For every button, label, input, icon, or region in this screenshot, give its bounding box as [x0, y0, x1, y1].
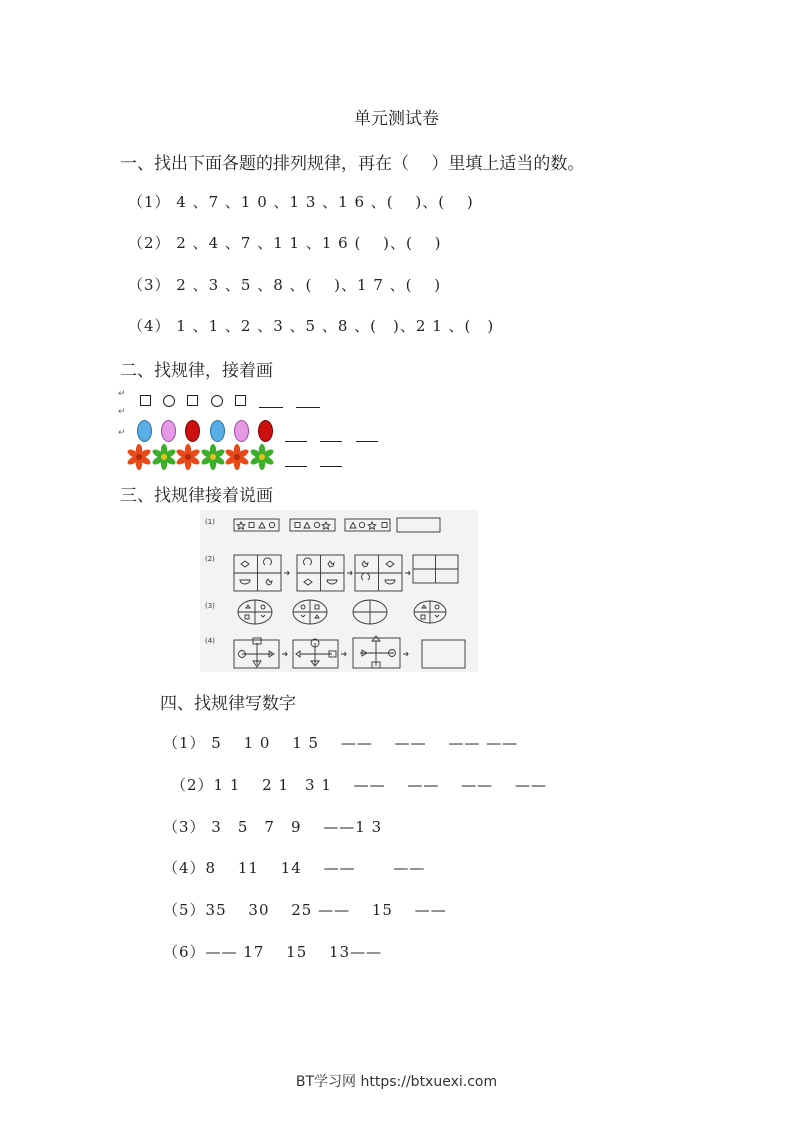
blue-oval-icon — [210, 420, 225, 442]
question-1-2: （2） 2 、4 、7 、1 1 、1 6 ( )、( ) — [128, 234, 442, 252]
square-icon — [187, 395, 198, 406]
green-flower-icon — [200, 444, 226, 470]
figure-label-2: (2) — [205, 555, 215, 563]
red-oval-icon — [258, 420, 273, 442]
flower-row — [125, 443, 281, 471]
green-flower-icon — [151, 444, 177, 470]
question-4-2: （2）1 1 2 1 3 1 —— —— —— —— — [171, 776, 547, 794]
pink-oval-icon — [234, 420, 249, 442]
red-flower-icon — [224, 444, 250, 470]
page-title: 单元测试卷 — [354, 109, 439, 129]
footer-watermark: BT学习网 https://btxuexi.com — [295, 1074, 498, 1090]
question-4-4: （4）8 11 14 —— —— — [163, 859, 426, 877]
return-mark: ↵ — [118, 428, 126, 438]
answer-blank — [320, 466, 342, 467]
figure-label-4: (4) — [205, 637, 215, 645]
question-1-4: （4） 1 、1 、2 、3 、5 、8 、( )、2 1 、( ) — [128, 317, 495, 335]
pattern-figure — [200, 510, 478, 672]
answer-blank — [296, 407, 320, 408]
question-1-1: （1） 4 、7 、1 0 、1 3 、1 6 、( )、( ) — [128, 193, 474, 211]
green-flower-icon — [249, 444, 275, 470]
figure-label-1: (1) — [205, 518, 215, 526]
circle-icon — [211, 395, 223, 407]
red-flower-icon — [126, 444, 152, 470]
question-4-6: （6）—— 17 15 13—— — [163, 943, 383, 961]
red-oval-icon — [185, 420, 200, 442]
question-4-1: （1） 5 1 0 1 5 —— —— —— —— — [163, 734, 519, 752]
answer-blank — [285, 441, 307, 442]
red-flower-icon — [175, 444, 201, 470]
section-1-heading: 一、找出下面各题的排列规律，再在（ ）里填上适当的数。 — [120, 154, 585, 174]
figure-label-3: (3) — [205, 602, 215, 610]
question-1-3: （3） 2 、3 、5 、8 、( )、1 7 、( ) — [128, 276, 442, 294]
answer-blank — [356, 441, 378, 442]
circle-icon — [163, 395, 175, 407]
pattern-drawing — [200, 510, 478, 672]
section-2-heading: 二、找规律，接着画 — [120, 361, 273, 381]
section-3-heading: 三、找规律接着说画 — [120, 486, 273, 506]
blue-oval-icon — [137, 420, 152, 442]
return-mark: ↵ — [118, 389, 126, 399]
answer-blank — [285, 466, 307, 467]
return-mark: ↵ — [118, 407, 126, 417]
pink-oval-icon — [161, 420, 176, 442]
section-4-heading: 四、找规律写数字 — [160, 694, 296, 714]
question-4-5: （5）35 30 25 —— 15 —— — [163, 901, 447, 919]
question-4-3: （3） 3 5 7 9 ——1 3 — [163, 818, 383, 836]
answer-blank — [320, 441, 342, 442]
square-icon — [235, 395, 246, 406]
square-icon — [140, 395, 151, 406]
answer-blank — [259, 407, 283, 408]
